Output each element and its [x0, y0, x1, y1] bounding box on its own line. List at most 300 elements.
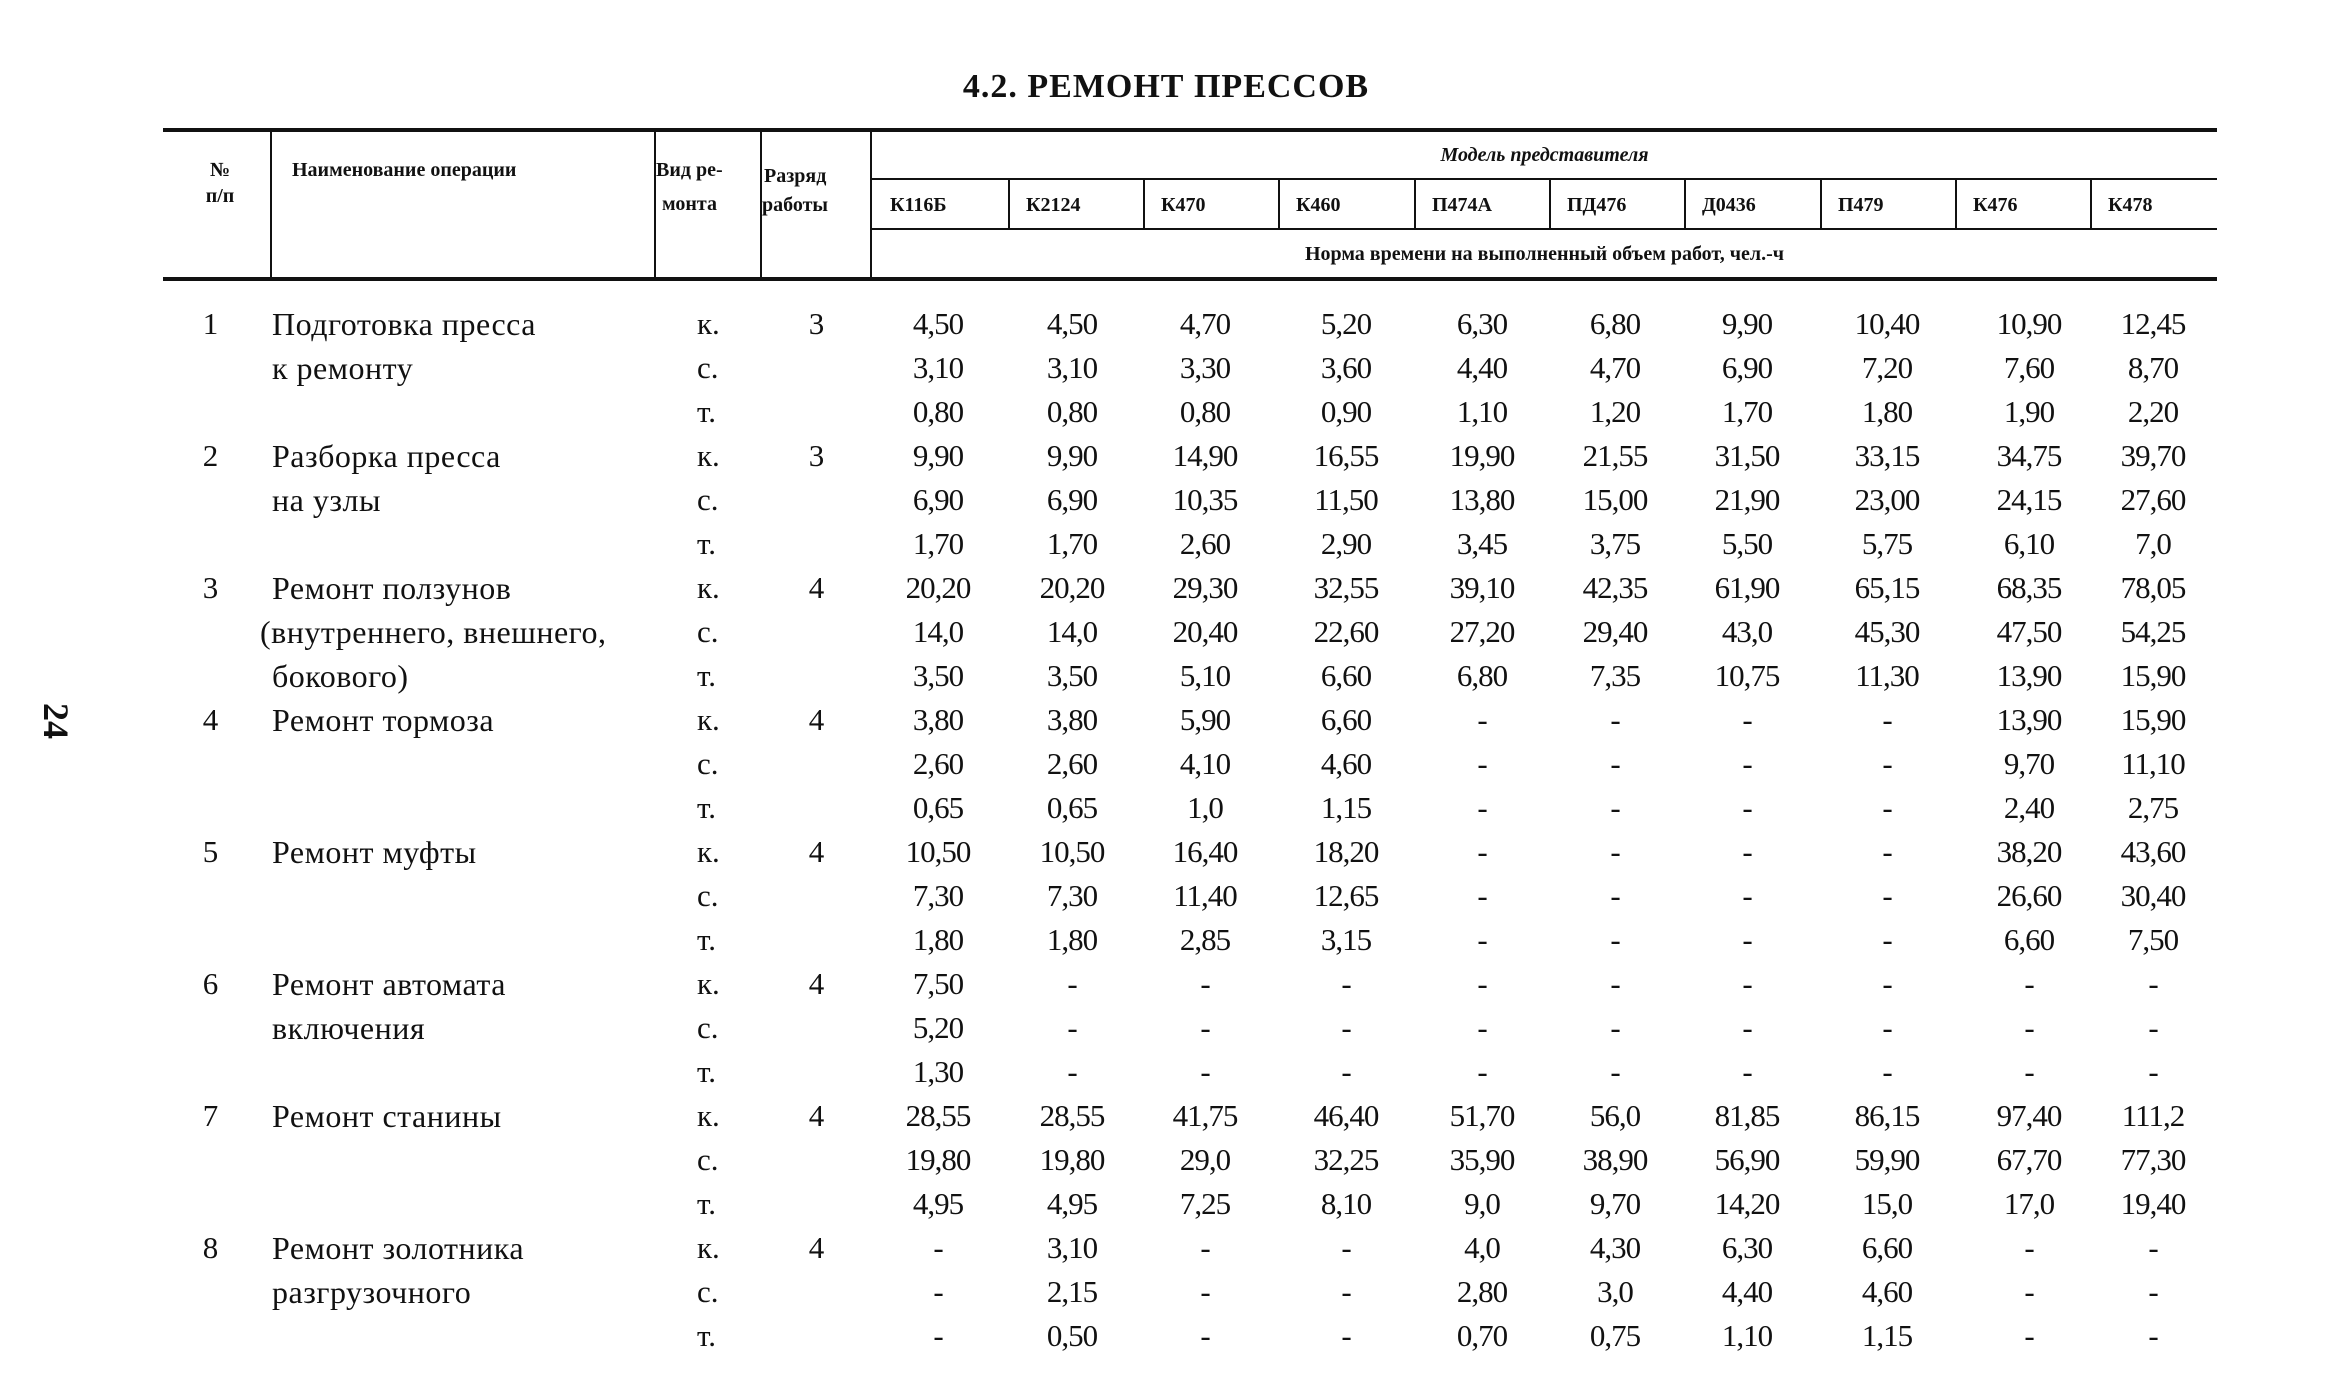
norm-value: 19,90 — [1449, 438, 1515, 473]
norm-value: 4,50 — [912, 306, 964, 341]
header-type-1: Вид ре- — [656, 159, 723, 181]
operation-name-line: бокового) — [272, 658, 409, 694]
work-grade: 3 — [808, 438, 824, 473]
repair-type: с. — [697, 746, 719, 781]
norm-value: 13,90 — [1996, 658, 2062, 693]
operation-number: 4 — [202, 702, 218, 737]
norm-value: - — [1341, 1230, 1351, 1265]
norm-value: 56,0 — [1589, 1098, 1641, 1133]
repair-type: с. — [697, 1010, 719, 1045]
norm-value: - — [2148, 1274, 2158, 1309]
norm-value: 8,70 — [2127, 350, 2179, 385]
norm-value: - — [933, 1230, 943, 1265]
norm-value: 3,60 — [1320, 350, 1372, 385]
model-col-divider — [1549, 180, 1551, 228]
norm-value: 10,50 — [1039, 834, 1105, 869]
norm-value: 11,50 — [1314, 482, 1378, 517]
norm-value: - — [1610, 790, 1620, 825]
norm-value: 1,30 — [912, 1054, 964, 1089]
norm-value: - — [2148, 966, 2158, 1001]
norm-value: - — [1610, 1010, 1620, 1045]
norm-value: - — [1610, 966, 1620, 1001]
norm-value: 5,20 — [912, 1010, 964, 1045]
model-col-divider — [1008, 180, 1010, 228]
norm-value: 78,05 — [2120, 570, 2186, 605]
norm-value: 21,90 — [1714, 482, 1780, 517]
repair-type: с. — [697, 1274, 719, 1309]
model-col-divider — [1278, 180, 1280, 228]
norm-value: - — [1477, 966, 1487, 1001]
norm-value: 3,80 — [912, 702, 964, 737]
norm-value: 5,10 — [1179, 658, 1231, 693]
norm-value: 32,55 — [1313, 570, 1379, 605]
model-header-cell: ПД476 — [1567, 194, 1627, 216]
norm-value: - — [1882, 746, 1892, 781]
norm-value: 9,70 — [2003, 746, 2055, 781]
norm-value: - — [1742, 790, 1752, 825]
operation-name-line: Ремонт тормоза — [272, 702, 495, 738]
operation-number: 3 — [202, 570, 218, 605]
norm-value: 33,15 — [1854, 438, 1920, 473]
norm-value: 1,0 — [1187, 790, 1223, 825]
model-col-divider — [1684, 180, 1686, 228]
norm-value: - — [1610, 878, 1620, 913]
norm-value: 11,30 — [1855, 658, 1919, 693]
norm-value: - — [1742, 746, 1752, 781]
model-col-divider — [1820, 180, 1822, 228]
norm-value: 16,40 — [1172, 834, 1238, 869]
header-model-group: Модель представителя — [1440, 144, 1649, 166]
norm-value: 2,85 — [1179, 922, 1231, 957]
model-header-cell: К476 — [1973, 194, 2018, 216]
repair-type: к. — [697, 834, 720, 869]
norm-value: 10,50 — [905, 834, 971, 869]
norm-value: 3,50 — [912, 658, 964, 693]
norm-value: 4,30 — [1589, 1230, 1641, 1265]
norm-value: 51,70 — [1449, 1098, 1515, 1133]
norm-value: - — [1477, 790, 1487, 825]
repair-type: к. — [697, 702, 720, 737]
norm-value: 67,70 — [1996, 1142, 2062, 1177]
norm-value: 0,80 — [1179, 394, 1231, 429]
norm-value: 20,40 — [1172, 614, 1238, 649]
norm-value: 12,45 — [2120, 306, 2186, 341]
norm-value: 11,40 — [1173, 878, 1237, 913]
norm-value: 14,0 — [1046, 614, 1098, 649]
norm-value: 4,70 — [1179, 306, 1231, 341]
norm-value: 5,90 — [1179, 702, 1231, 737]
norm-value: 43,0 — [1721, 614, 1773, 649]
norm-value: 17,0 — [2003, 1186, 2055, 1221]
norm-value: - — [1200, 1054, 1210, 1089]
norm-value: - — [1882, 922, 1892, 957]
norm-value: 10,40 — [1854, 306, 1920, 341]
operation-number: 7 — [202, 1098, 218, 1133]
work-grade: 4 — [808, 834, 824, 869]
norm-value: - — [1742, 922, 1752, 957]
norm-value: 6,10 — [2003, 526, 2055, 561]
repair-type: к. — [697, 966, 720, 1001]
header-bottom-rule — [163, 277, 2217, 281]
norm-value: 1,10 — [1456, 394, 1508, 429]
norm-value: - — [1477, 1054, 1487, 1089]
repair-type: т. — [697, 658, 716, 693]
norm-value: 43,60 — [2120, 834, 2186, 869]
norm-value: - — [1341, 1274, 1351, 1309]
norm-value: - — [1200, 1010, 1210, 1045]
norm-value: 9,70 — [1589, 1186, 1641, 1221]
norm-value: 14,20 — [1714, 1186, 1780, 1221]
repair-type: т. — [697, 1186, 716, 1221]
norm-value: 86,15 — [1854, 1098, 1920, 1133]
norm-value: - — [2148, 1054, 2158, 1089]
norm-value: 19,80 — [1039, 1142, 1105, 1177]
norm-value: 2,90 — [1320, 526, 1372, 561]
norm-value: 1,15 — [1861, 1318, 1913, 1353]
norm-value: 7,30 — [1046, 878, 1098, 913]
repair-type: с. — [697, 350, 719, 385]
repair-type: с. — [697, 1142, 719, 1177]
norm-value: 1,20 — [1589, 394, 1641, 429]
norm-value: 45,30 — [1854, 614, 1920, 649]
norm-value: - — [1882, 1054, 1892, 1089]
norm-value: 4,50 — [1046, 306, 1098, 341]
norm-value: - — [1610, 746, 1620, 781]
norm-value: 0,65 — [912, 790, 964, 825]
norm-value: 5,75 — [1861, 526, 1913, 561]
norm-value: 3,10 — [1046, 1230, 1098, 1265]
norm-value: 32,25 — [1313, 1142, 1379, 1177]
norm-value: 2,40 — [2003, 790, 2055, 825]
norm-value: 0,80 — [1046, 394, 1098, 429]
norm-value: - — [1200, 1230, 1210, 1265]
norm-value: 2,60 — [1179, 526, 1231, 561]
operation-number: 8 — [202, 1230, 218, 1265]
operation-name-line: Ремонт муфты — [272, 834, 477, 870]
header-norm-label: Норма времени на выполненный объем работ, чел.-ч — [1304, 243, 1785, 265]
norm-value: 4,60 — [1320, 746, 1372, 781]
model-header-cell: К460 — [1296, 194, 1341, 216]
operation-name-line: Разборка пресса — [272, 438, 501, 474]
operation-name-line: Ремонт станины — [272, 1098, 502, 1134]
norm-value: 77,30 — [2120, 1142, 2186, 1177]
norm-value: 0,65 — [1046, 790, 1098, 825]
norm-value: 3,10 — [912, 350, 964, 385]
norm-value: 59,90 — [1854, 1142, 1920, 1177]
norm-value: 9,0 — [1464, 1186, 1500, 1221]
norm-value: 0,80 — [912, 394, 964, 429]
repair-type: с. — [697, 614, 719, 649]
model-col-divider — [1414, 180, 1416, 228]
norm-value: 7,30 — [912, 878, 964, 913]
norm-value: 19,80 — [905, 1142, 971, 1177]
page-number: 24 — [36, 703, 76, 739]
norm-value: - — [1610, 702, 1620, 737]
operation-name-line: Подготовка пресса — [272, 306, 536, 342]
norm-value: 7,60 — [2003, 350, 2055, 385]
norm-value: - — [1477, 702, 1487, 737]
norm-value: 6,60 — [2003, 922, 2055, 957]
norm-value: 31,50 — [1714, 438, 1780, 473]
norm-value: - — [2024, 1054, 2034, 1089]
model-col-divider — [1955, 180, 1957, 228]
model-col-divider — [2090, 180, 2092, 228]
norm-value: 6,30 — [1721, 1230, 1773, 1265]
work-grade: 4 — [808, 1230, 824, 1265]
norm-value: 28,55 — [1039, 1098, 1105, 1133]
norm-value: 20,20 — [905, 570, 971, 605]
norm-value: 27,20 — [1449, 614, 1515, 649]
norm-value: 6,90 — [1046, 482, 1098, 517]
norm-value: 4,70 — [1589, 350, 1641, 385]
norm-value: 7,20 — [1861, 350, 1913, 385]
norm-value: - — [933, 1318, 943, 1353]
norm-value: 2,75 — [2127, 790, 2179, 825]
norm-value: - — [1341, 966, 1351, 1001]
norm-value: - — [1742, 834, 1752, 869]
work-grade: 4 — [808, 1098, 824, 1133]
norm-value: - — [1742, 1010, 1752, 1045]
norm-value: 1,10 — [1721, 1318, 1773, 1353]
repair-type: к. — [697, 306, 720, 341]
norm-value: 16,55 — [1313, 438, 1379, 473]
norm-value: 61,90 — [1714, 570, 1780, 605]
norm-value: 6,90 — [1721, 350, 1773, 385]
repair-type: т. — [697, 394, 716, 429]
model-header-cell: Д0436 — [1702, 194, 1756, 216]
norm-value: - — [1882, 702, 1892, 737]
operation-name-line: (внутреннего, внешнего, — [260, 614, 607, 650]
norm-value: 12,65 — [1313, 878, 1379, 913]
operation-name-line: к ремонту — [272, 350, 414, 386]
norm-value: 68,35 — [1996, 570, 2062, 605]
norm-value: 4,40 — [1456, 350, 1508, 385]
norm-value: 1,70 — [1721, 394, 1773, 429]
norm-value: 9,90 — [1721, 306, 1773, 341]
norm-value: 6,90 — [912, 482, 964, 517]
col-divider — [270, 130, 272, 279]
norm-value: 4,10 — [1179, 746, 1231, 781]
norm-value: 54,25 — [2120, 614, 2186, 649]
norm-value: 3,30 — [1179, 350, 1231, 385]
norm-value: 7,25 — [1179, 1186, 1231, 1221]
norm-value: 10,75 — [1714, 658, 1780, 693]
norm-value: 15,0 — [1861, 1186, 1913, 1221]
norm-value: - — [1477, 834, 1487, 869]
norm-value: 41,75 — [1172, 1098, 1238, 1133]
norm-value: 14,0 — [912, 614, 964, 649]
operation-number: 6 — [202, 966, 218, 1001]
operation-name-line: Ремонт золотника — [272, 1230, 525, 1266]
repair-type: к. — [697, 1230, 720, 1265]
norm-value: 29,40 — [1582, 614, 1648, 649]
norm-value: - — [2024, 1274, 2034, 1309]
norm-value: 0,70 — [1456, 1318, 1508, 1353]
norm-value: 19,40 — [2120, 1186, 2186, 1221]
norm-value: - — [1200, 1318, 1210, 1353]
norm-value: - — [933, 1274, 943, 1309]
header-type-2: монта — [662, 193, 717, 215]
norm-value: 11,10 — [2121, 746, 2185, 781]
repair-type: к. — [697, 570, 720, 605]
norm-value: 23,00 — [1854, 482, 1920, 517]
norm-value: 4,0 — [1464, 1230, 1500, 1265]
norm-value: 29,0 — [1179, 1142, 1231, 1177]
norm-value: - — [1882, 878, 1892, 913]
norm-value: 9,90 — [912, 438, 964, 473]
norm-value: - — [2148, 1318, 2158, 1353]
norm-value: 21,55 — [1582, 438, 1648, 473]
norm-value: 65,15 — [1854, 570, 1920, 605]
norm-value: 8,10 — [1320, 1186, 1372, 1221]
repair-type: т. — [697, 1318, 716, 1353]
model-header-cell: К478 — [2108, 194, 2153, 216]
norm-value: 3,80 — [1046, 702, 1098, 737]
norm-value: 13,90 — [1996, 702, 2062, 737]
norm-value: 1,80 — [1046, 922, 1098, 957]
norm-value: 6,80 — [1456, 658, 1508, 693]
norm-value: 47,50 — [1996, 614, 2062, 649]
norm-value: 3,45 — [1456, 526, 1508, 561]
repair-type: с. — [697, 878, 719, 913]
norm-value: 14,90 — [1172, 438, 1238, 473]
norm-value: - — [1067, 1054, 1077, 1089]
norm-value: - — [1067, 966, 1077, 1001]
norm-rule — [872, 228, 2217, 230]
norm-value: 22,60 — [1313, 614, 1379, 649]
work-grade: 4 — [808, 702, 824, 737]
norm-value: - — [2148, 1230, 2158, 1265]
norm-value: 4,95 — [912, 1186, 964, 1221]
norm-value: - — [1067, 1010, 1077, 1045]
model-header-cell: П479 — [1838, 194, 1884, 216]
norm-value: 15,90 — [2120, 658, 2186, 693]
norm-value: 0,50 — [1046, 1318, 1098, 1353]
models-rule — [872, 178, 2217, 180]
norm-value: 1,90 — [2003, 394, 2055, 429]
norm-value: 15,00 — [1582, 482, 1648, 517]
norm-value: 3,0 — [1597, 1274, 1633, 1309]
norm-value: 26,60 — [1996, 878, 2062, 913]
norm-value: 13,80 — [1449, 482, 1515, 517]
norm-value: 2,60 — [912, 746, 964, 781]
header-name: Наименование операции — [292, 159, 517, 181]
model-header-cell: П474А — [1432, 194, 1492, 216]
operation-number: 2 — [202, 438, 218, 473]
norm-value: - — [1341, 1010, 1351, 1045]
norm-value: - — [2024, 1318, 2034, 1353]
norm-value: 4,60 — [1861, 1274, 1913, 1309]
norm-value: 28,55 — [905, 1098, 971, 1133]
norm-value: - — [2024, 966, 2034, 1001]
norm-value: - — [1742, 1054, 1752, 1089]
header-grade-2: работы — [762, 194, 829, 216]
norm-value: - — [2024, 1230, 2034, 1265]
header-top-rule — [163, 128, 2217, 132]
norm-value: 27,60 — [2120, 482, 2186, 517]
operation-number: 5 — [202, 834, 218, 869]
norm-value: 10,90 — [1996, 306, 2062, 341]
norm-value: 2,15 — [1046, 1274, 1098, 1309]
page-title: 4.2. РЕМОНТ ПРЕССОВ — [962, 68, 1370, 105]
norm-value: - — [1341, 1318, 1351, 1353]
repair-type: т. — [697, 922, 716, 957]
norm-value: 4,40 — [1721, 1274, 1773, 1309]
norm-value: 7,50 — [2127, 922, 2179, 957]
norm-value: 3,50 — [1046, 658, 1098, 693]
repair-type: т. — [697, 1054, 716, 1089]
norm-value: - — [1742, 702, 1752, 737]
norm-value: - — [1610, 1054, 1620, 1089]
norm-value: 30,40 — [2120, 878, 2186, 913]
norm-value: - — [1882, 790, 1892, 825]
norm-value: 35,90 — [1449, 1142, 1515, 1177]
norm-value: 9,90 — [1046, 438, 1098, 473]
norm-value: 4,95 — [1046, 1186, 1098, 1221]
norm-value: 1,80 — [912, 922, 964, 957]
work-grade: 3 — [808, 306, 824, 341]
norm-value: 24,15 — [1996, 482, 2062, 517]
repair-type: к. — [697, 1098, 720, 1133]
norm-value: 46,40 — [1313, 1098, 1379, 1133]
operation-name-line: Ремонт автомата — [272, 966, 506, 1002]
repair-type: т. — [697, 790, 716, 825]
norm-value: 81,85 — [1714, 1098, 1780, 1133]
model-header-cell: К470 — [1161, 194, 1206, 216]
norm-value: 38,90 — [1582, 1142, 1648, 1177]
norm-value: 2,80 — [1456, 1274, 1508, 1309]
norm-value: 18,20 — [1313, 834, 1379, 869]
norm-value: - — [1610, 834, 1620, 869]
model-header-cell: К116Б — [890, 194, 947, 216]
norm-value: - — [1610, 922, 1620, 957]
norm-value: 10,35 — [1172, 482, 1238, 517]
operation-number: 1 — [202, 306, 218, 341]
repair-type: с. — [697, 482, 719, 517]
norm-value: 7,35 — [1589, 658, 1641, 693]
norm-value: - — [1882, 1010, 1892, 1045]
norm-value: 15,90 — [2120, 702, 2186, 737]
operation-name-line: на узлы — [272, 482, 381, 518]
header-num-2: п/п — [205, 185, 235, 207]
norm-value: - — [1341, 1054, 1351, 1089]
norm-value: - — [1477, 922, 1487, 957]
norm-value: 6,30 — [1456, 306, 1508, 341]
norm-value: 6,60 — [1320, 658, 1372, 693]
norm-value: 5,20 — [1320, 306, 1372, 341]
norm-value: 2,60 — [1046, 746, 1098, 781]
norm-value: 2,20 — [2127, 394, 2179, 429]
repair-type: т. — [697, 526, 716, 561]
norm-value: - — [1882, 966, 1892, 1001]
norm-value: - — [1742, 966, 1752, 1001]
header-grade-1: Разряд — [764, 165, 827, 187]
norm-value: 3,75 — [1589, 526, 1641, 561]
model-col-divider — [1143, 180, 1145, 228]
operation-name-line: Ремонт ползунов — [272, 570, 512, 606]
norm-value: - — [1882, 834, 1892, 869]
norm-value: - — [1477, 746, 1487, 781]
header-num-1: № — [209, 159, 231, 181]
norm-value: 56,90 — [1714, 1142, 1780, 1177]
norm-value: 3,15 — [1320, 922, 1372, 957]
work-grade: 4 — [808, 966, 824, 1001]
norm-value: 0,75 — [1589, 1318, 1641, 1353]
norm-value: 6,60 — [1320, 702, 1372, 737]
norm-value: 42,35 — [1582, 570, 1648, 605]
norm-value: 20,20 — [1039, 570, 1105, 605]
norm-value: 34,75 — [1996, 438, 2062, 473]
